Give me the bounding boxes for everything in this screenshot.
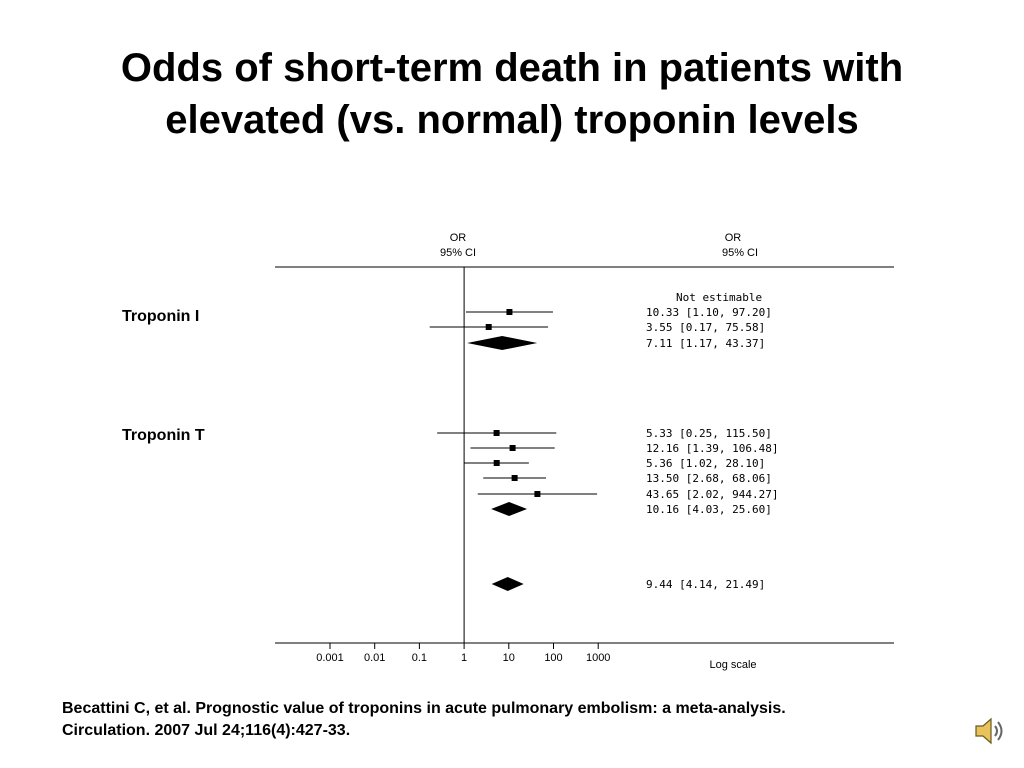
slide-title-line-1: Odds of short-term death in patients with — [120, 46, 904, 90]
plot-header-or: OR — [449, 232, 467, 244]
point-estimate — [494, 460, 500, 466]
point-estimate — [494, 430, 500, 436]
pooled-diamond — [491, 502, 527, 516]
or-ci-text: 13.50 [2.68, 68.06] — [646, 472, 772, 485]
or-ci-text: 5.36 [1.02, 28.10] — [646, 457, 766, 470]
point-estimate — [486, 324, 492, 330]
point-estimate — [506, 309, 512, 315]
or-ci-text: 10.16 [4.03, 25.60] — [646, 503, 772, 516]
point-estimate — [510, 445, 516, 451]
citation — [62, 698, 992, 742]
x-tick-label: 100 — [544, 652, 563, 664]
x-tick-label: 10 — [502, 652, 515, 664]
citation-line-1: Becattini C, et al. Prognostic value of troponins in acute pulmonary embolism: a meta-analysis. — [62, 700, 786, 717]
subgroup-label-troponin-i: Troponin I — [122, 308, 200, 325]
x-tick-label: 1000 — [585, 652, 611, 664]
x-axis-label: Log scale — [709, 659, 757, 671]
not-estimable-note: Not estimable — [676, 291, 763, 304]
pooled-diamond — [467, 336, 537, 350]
x-tick-label: 0.1 — [411, 652, 428, 664]
or-ci-text: 3.55 [0.17, 75.58] — [646, 321, 766, 334]
or-ci-text: 12.16 [1.39, 106.48] — [646, 442, 779, 455]
citation-line-2: Circulation. 2007 Jul 24;116(4):427-33. — [62, 722, 351, 739]
x-tick-label: 0.01 — [363, 652, 386, 664]
point-estimate — [534, 491, 540, 497]
text-header-ci: 95% CI — [721, 247, 759, 259]
subgroup-label-troponin-t: Troponin T — [122, 427, 205, 444]
pooled-diamond — [492, 577, 524, 591]
point-estimate — [512, 475, 518, 481]
or-ci-text: 10.33 [1.10, 97.20] — [646, 306, 772, 319]
or-ci-text: 7.11 [1.17, 43.37] — [646, 337, 766, 350]
plot-header-ci: 95% CI — [439, 247, 477, 259]
slide-title-line-2: elevated (vs. normal) troponin levels — [165, 98, 859, 142]
or-ci-text: 9.44 [4.14, 21.49] — [646, 578, 766, 591]
or-ci-text: 5.33 [0.25, 115.50] — [646, 427, 772, 440]
text-header-or: OR — [724, 232, 742, 244]
speaker-icon[interactable] — [972, 714, 1006, 748]
x-tick-label: 1 — [461, 652, 468, 664]
or-ci-text: 43.65 [2.02, 944.27] — [646, 488, 779, 501]
x-tick-label: 0.001 — [316, 652, 344, 664]
